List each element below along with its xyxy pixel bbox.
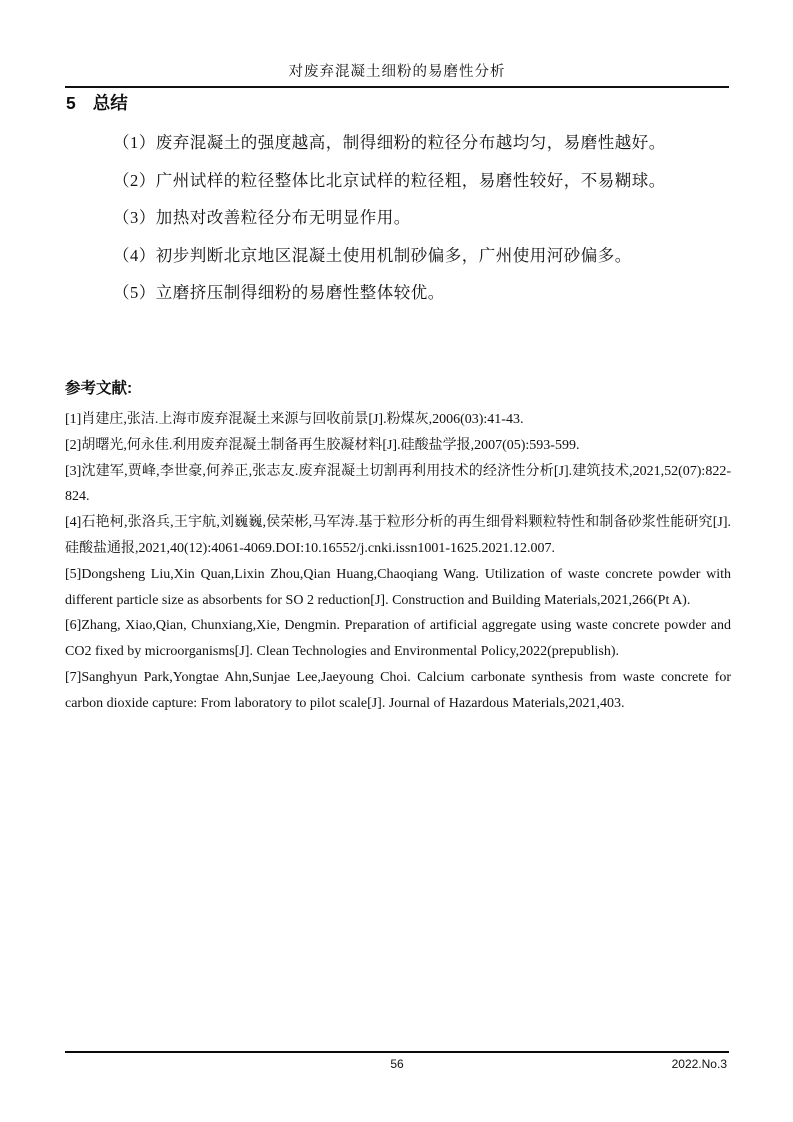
conclusion-item-2: （2）广州试样的粒径整体比北京试样的粒径粗，易磨性较好，不易糊球。 [113,170,666,190]
references-heading: 参考文献: [65,380,133,397]
reference-item-1: [1]肖建庄,张洁.上海市废弃混凝土来源与回收前景[J].粉煤灰,2006(03):41-43. [65,412,524,427]
reference-item-5: [5]Dongsheng Liu,Xin Quan,Lixin Zhou,Qian Huang,Chaoqiang Wang. Utilization of waste concrete powder with different particle size as absorbents for SO 2 reduction[J]. Construction and Building Materials,2021,266(Pt A). [65,566,731,608]
section-heading [66,90,128,115]
reference-item-6: [6]Zhang, Xiao,Qian, Chunxiang,Xie, Dengmin. Preparation of artificial aggregate using waste concrete powder and CO2 fixed by microorganisms[J]. Clean Technologies and Environmental Policy,2022(prepublish). [65,618,731,660]
page-number: 56 [390,1057,404,1071]
reference-item-3: [3]沈建军,贾峰,李世豪,何养正,张志友.废弃混凝土切割再利用技术的经济性分析[J].建筑技术,2021,52(07):822-824. [65,463,731,505]
reference-item-7: [7]Sanghyun Park,Yongtae Ahn,Sunjae Lee,Jaeyoung Choi. Calcium carbonate synthesis from waste concrete for carbon dioxide capture: From laboratory to pilot scale[J]. Journal of Hazardous Materials,2021,403. [65,669,731,711]
reference-item-4: [4]石艳柯,张洛兵,王宇航,刘巍巍,侯荣彬,马军涛.基于粒形分析的再生细骨料颗粒特性和制备砂浆性能研究[J].硅酸盐通报,2021,40(12):4061-4069.DOI:10.16552/j.cnki.issn1001-1625.2021.12.007. [65,515,731,556]
conclusions-list [65,124,731,312]
page-footer [65,1051,729,1075]
references-section [65,376,731,717]
reference-item-2: [2]胡曙光,何永佳.利用废弃混凝土制备再生胶凝材料[J].硅酸盐学报,2007(05):593-599. [65,437,580,453]
conclusion-item-4: （4）初步判断北京地区混凝土使用机制砂偏多，广州使用河砂偏多。 [113,245,632,265]
conclusion-item-5: （5）立磨挤压制得细粉的易磨性整体较优。 [113,283,445,302]
conclusion-item-3: （3）加热对改善粒径分布无明显作用。 [113,208,411,227]
section-number: 5 [66,93,76,113]
running-header-title: 对废弃混凝土细粉的易磨性分析 [65,60,729,88]
section-title: 总结 [92,93,128,113]
issue-label: 2022.No.3 [671,1057,727,1071]
conclusion-item-1: （1）废弃混凝土的强度越高，制得细粉的粒径分布越均匀，易磨性越好。 [113,133,666,152]
